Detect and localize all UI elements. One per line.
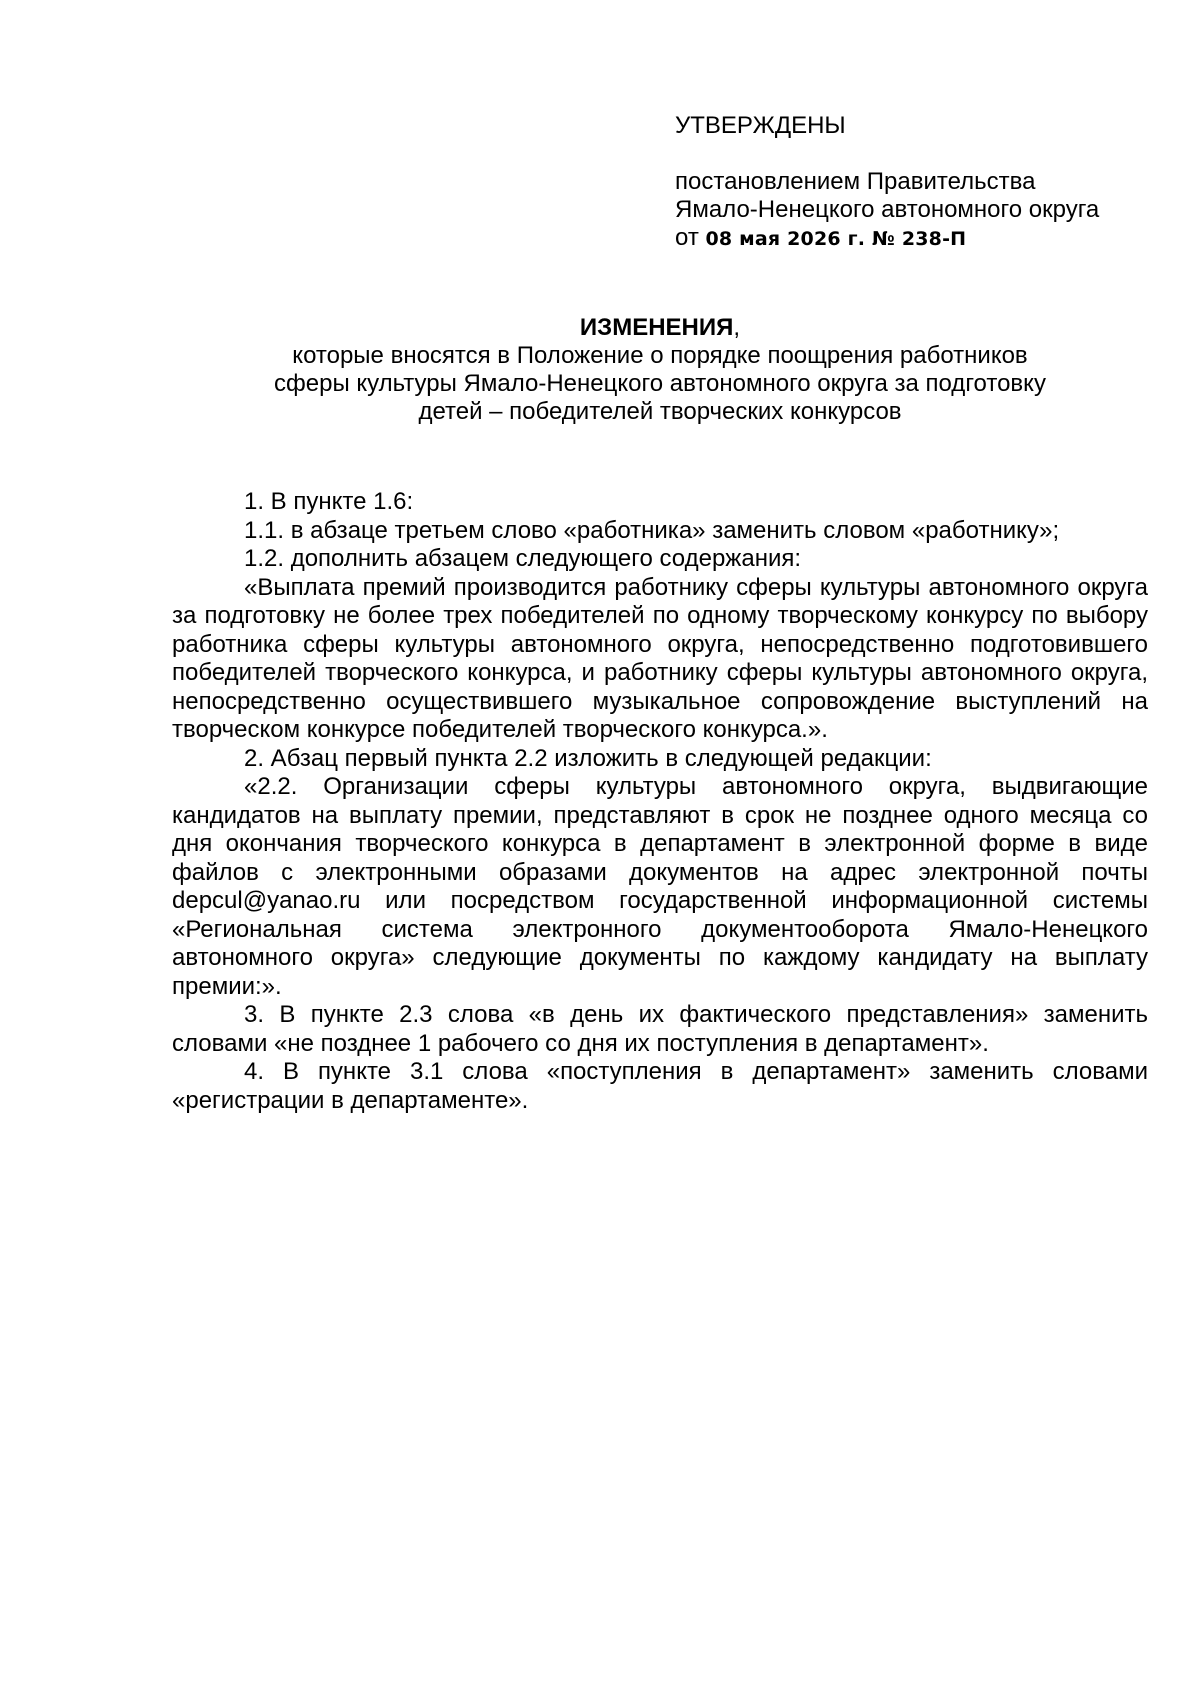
body-paragraph: 4. В пункте 3.1 слова «поступления в департамент» заменить словами «регистрации в департаменте». — [172, 1058, 1148, 1114]
approval-date-line — [675, 224, 1155, 253]
body-paragraph: «2.2. Организации сферы культуры автономного округа, выдвигающие кандидатов на выплату премии, представляют в срок не позднее одного месяца со дня окончания творческого конкурса в департамент в электронной форме в виде файлов с электронными образами документов на адрес электронной почты depcul@yanao.ru или посредством государственной информационной системы «Региональная система электронного документооборота Ямало-Ненецкого автономного округа» следующие документы по каждому кандидату на выплату премии:». — [172, 773, 1148, 1000]
heading-subtitle-line-1: которые вносятся в Положение о порядке поощрения работников — [292, 342, 1028, 369]
body-paragraph: 1. В пункте 1.6: — [244, 488, 414, 515]
heading-subtitle-line-2: сферы культуры Ямало-Ненецкого автономного округа за подготовку — [274, 370, 1046, 397]
heading-title-suffix: , — [733, 314, 741, 341]
heading-subtitle-line-3: детей – победителей творческих конкурсов — [418, 398, 902, 425]
document-heading — [172, 314, 1148, 426]
approval-date-prefix: от — [675, 224, 699, 251]
heading-title: ИЗМЕНЕНИЯ — [579, 314, 734, 341]
body-paragraph: «Выплата премий производится работнику сферы культуры автономного округа за подготовку не более трех победителей по одному творческому конкурсу по выбору работника сферы культуры автономного округа, непосредственно подготовившего победителей творческого конкурса, и работнику сферы культуры автономного округа, непосредственно осуществившего музыкальное сопровождение выступлений на творческом конкурсе победителей творческого конкурса.». — [172, 573, 1148, 743]
approval-block — [675, 112, 1155, 253]
heading-title-line — [172, 314, 1148, 342]
body-paragraph: 1.1. в абзаце третьем слово «работника» заменить словом «работнику»; — [244, 516, 1060, 544]
body-paragraph: 2. Абзац первый пункта 2.2 изложить в следующей редакции: — [244, 744, 932, 772]
body-paragraph: 1.2. дополнить абзацем следующего содержания: — [244, 545, 802, 572]
document-body — [172, 488, 1148, 1115]
approval-date-value: 08 мая 2026 г. № 238-П — [705, 228, 967, 250]
approval-line-1: постановлением Правительства — [675, 168, 1036, 195]
body-paragraph: 3. В пункте 2.3 слова «в день их фактического представления» заменить словами «не позднее 1 рабочего со дня их поступления в департамент». — [172, 1001, 1148, 1057]
approval-stamp: УТВЕРЖДЕНЫ — [675, 112, 846, 139]
approval-line-2: Ямало-Ненецкого автономного округа — [675, 196, 1100, 223]
